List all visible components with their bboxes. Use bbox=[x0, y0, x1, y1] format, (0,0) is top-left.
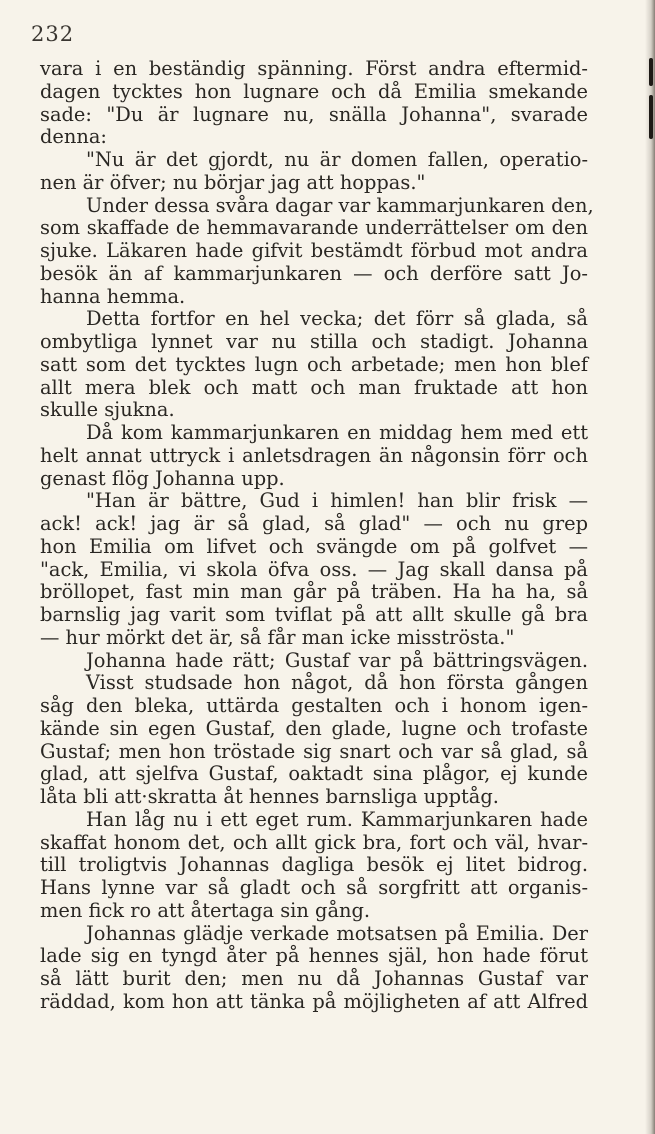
text-line: glad, att sjelfva Gustaf, oaktadt sina plågor, ej kunde bbox=[40, 762, 588, 786]
text-line: hanna hemma. bbox=[40, 284, 186, 308]
text-line: skaffat honom det, och allt gick bra, fort och väl, hvar- bbox=[40, 830, 588, 854]
text-line: Gustaf; men hon tröstade sig snart och var så glad, så bbox=[40, 739, 588, 763]
text-line: — hur mörkt det är, så får man icke misströsta." bbox=[40, 625, 515, 649]
text-line: kände sin egen Gustaf, den glade, lugne och trofaste bbox=[40, 716, 588, 740]
page-edge-mark bbox=[649, 95, 653, 139]
text-line: Då kom kammarjunkaren en middag hem med ett bbox=[86, 421, 588, 444]
text-line: räddad, kom hon att tänka på möjligheten af att Alfred bbox=[40, 989, 588, 1013]
text-line: satt som det tycktes lugn och arbetade; men hon blef bbox=[40, 352, 588, 376]
text-line: denna: bbox=[40, 125, 107, 149]
text-line: men fick ro att återtaga sin gång. bbox=[40, 898, 371, 922]
text-line: genast flög Johanna upp. bbox=[40, 466, 285, 490]
text-line: till troligtvis Johannas dagliga besök ej litet bidrog. bbox=[40, 853, 588, 877]
text-line: Detta fortfor en hel vecka; det förr så glada, så bbox=[86, 307, 588, 331]
text-line: ombytliga lynnet var nu stilla och stadigt. Johanna bbox=[40, 330, 588, 353]
text-line: Johannas glädje verkade motsatsen på Emilia. Der bbox=[86, 921, 588, 945]
text-line: Under dessa svåra dagar var kammarjunkaren den, bbox=[86, 193, 594, 217]
text-line: skulle sjukna. bbox=[40, 398, 175, 422]
text-line: "ack, Emilia, vi skola öfva oss. — Jag skall dansa på bbox=[40, 557, 588, 581]
body-text bbox=[40, 57, 594, 1014]
text-line: Hans lynne var så gladt och så sorgfritt att organis- bbox=[40, 876, 588, 899]
text-line: Han låg nu i ett eget rum. Kammarjunkaren hade bbox=[86, 807, 588, 831]
text-line: barnslig jag varit som tviflat på att allt skulle gå bra bbox=[40, 603, 588, 626]
text-line: "Han är bättre, Gud i himlen! han blir frisk — bbox=[86, 489, 588, 513]
text-line: såg den bleka, uttärda gestalten och i honom igen- bbox=[40, 694, 588, 717]
text-line: sade: "Du är lugnare nu, snälla Johanna", svarade bbox=[40, 102, 588, 126]
text-line: Visst studsade hon något, då hon första gången bbox=[86, 671, 588, 695]
text-line: sjuke. Läkaren hade gifvit bestämdt förbud mot andra bbox=[40, 239, 588, 262]
text-line: nen är öfver; nu börjar jag att hoppas." bbox=[40, 170, 426, 194]
text-line: bröllopet, fast min man går på träben. Ha ha ha, så bbox=[40, 580, 588, 604]
text-line: Johanna hade rätt; Gustaf var på bättringsvägen. bbox=[86, 648, 588, 672]
text-line: dagen tycktes hon lugnare och då Emilia smekande bbox=[40, 79, 588, 103]
text-line: ack! ack! jag är så glad, så glad" — och nu grep bbox=[40, 512, 588, 535]
text-line: hon Emilia om lifvet och svängde om på golfvet — bbox=[40, 534, 588, 558]
text-line: låta bli att·skratta åt hennes barnsliga upptåg. bbox=[40, 785, 499, 808]
text-line: allt mera blek och matt och man fruktade att hon bbox=[40, 375, 588, 399]
page-edge-mark bbox=[649, 58, 653, 86]
text-line: lade sig en tyngd åter på hennes själ, hon hade förut bbox=[40, 944, 588, 968]
page-number: 232 bbox=[31, 22, 75, 46]
text-line: vara i en beständig spänning. Först andra eftermid- bbox=[40, 57, 588, 80]
page-edge-shadow bbox=[645, 0, 655, 1134]
text-line: som skaffade de hemmavarande underrättelser om den bbox=[40, 216, 588, 240]
text-line: besök än af kammarjunkaren — och derföre satt Jo- bbox=[40, 261, 588, 285]
text-line: helt annat uttryck i anletsdragen än någonsin förr och bbox=[40, 443, 588, 467]
text-line: så lätt burit den; men nu då Johannas Gustaf var bbox=[40, 967, 588, 990]
text-line: "Nu är det gjordt, nu är domen fallen, operatio- bbox=[86, 148, 588, 171]
